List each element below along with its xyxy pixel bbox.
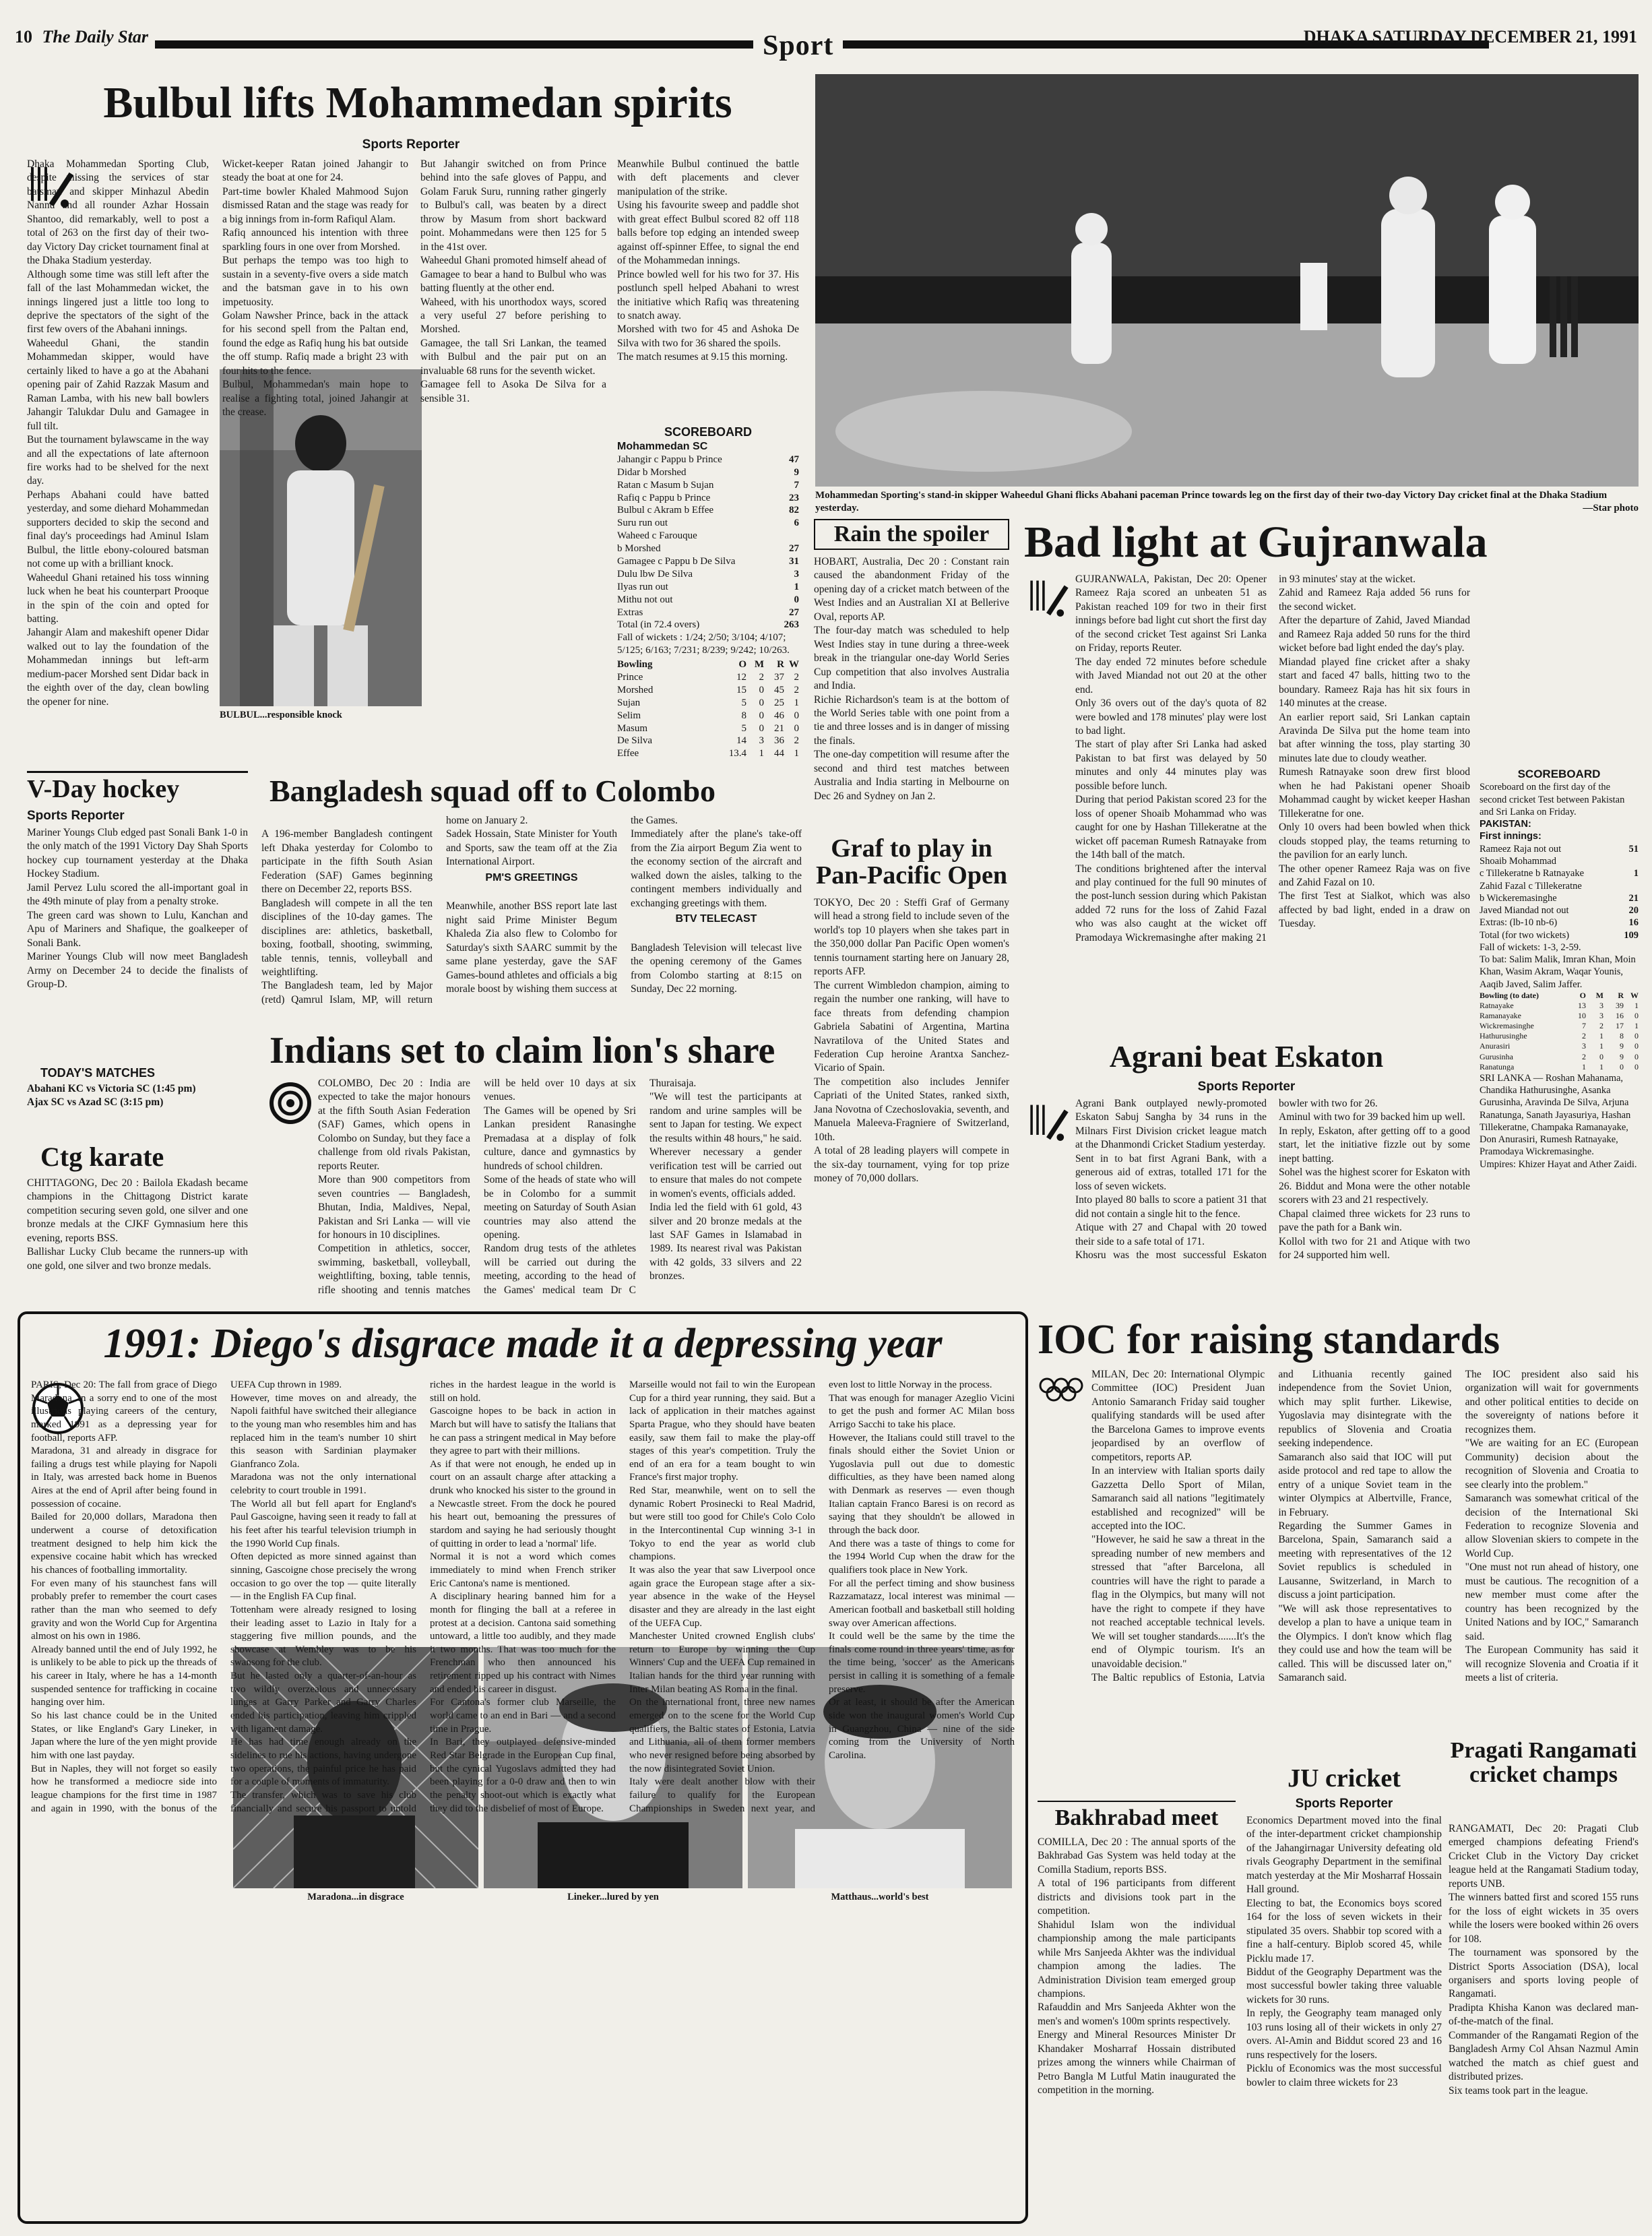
batting-row	[617, 479, 799, 492]
vday-headline: V-Day hockey	[27, 775, 180, 803]
bowling-cell: 0	[759, 697, 764, 708]
agrani-headline: Agrani beat Eskaton	[1109, 1039, 1384, 1074]
olympic-rings-icon	[1038, 1373, 1085, 1407]
bowling-cell: 1	[1634, 1001, 1639, 1011]
bowling-cell: 3	[1599, 1001, 1603, 1011]
graf-headline: Graf to play in Pan-Pacific Open	[816, 834, 1007, 890]
scoreboard2-bowling	[1480, 991, 1639, 1072]
vday-byline: Sports Reporter	[27, 809, 125, 823]
rain-headline-box	[814, 519, 1009, 550]
section-title: Sport	[753, 30, 843, 62]
bowling-cell: 15	[736, 684, 746, 695]
batsman-runs: 20	[1628, 905, 1639, 917]
batting-row	[1480, 855, 1639, 867]
diego-headline: 1991: Diego's disgrace made it a depressing year	[103, 1321, 943, 1367]
batting-row	[1480, 892, 1639, 904]
batting-row	[617, 517, 799, 530]
pragati-headline: Pragati Rangamati cricket champs	[1450, 1738, 1637, 1787]
bowling-cell: 2	[794, 735, 799, 747]
batting-row	[1480, 929, 1639, 941]
bowling-cell: Prince	[617, 671, 643, 683]
batsman-name: Jahangir c Pappu b Prince	[617, 454, 722, 465]
batsman-name: Dulu lbw De Silva	[617, 568, 693, 580]
bowling-cell: 0	[1634, 1041, 1639, 1051]
dateline: DHAKA SATURDAY DECEMBER 21, 1991	[1303, 27, 1637, 46]
batsman-runs: 0	[794, 594, 799, 605]
indians-headline: Indians set to claim lion's share	[269, 1030, 775, 1072]
bowling-row	[1480, 1031, 1639, 1041]
bowling-row	[617, 684, 799, 697]
ioc-body: MILAN, Dec 20: International Olympic Committee (IOC) President Juan Antonio Samaranch Friday said tougher qualifying standards will be used after the Barcelona Games to improve events jeopardised by an overflow of competitors, reports AP. In an interview with Italian sports daily Gazzetta Dello Sport of Milan, Samaranch said all nations "legitimately established and recognized" will be accepted into the IOC. "However, he said he saw a threat in the spreading number of new members and stressed that "after Barcelona, all countries will have the right to parade a flag in the Olympics, but many will not have the right to compete if they have not reached acceptable technical levels. We will set tougher standards.......It's the end of Olympic tourism. It's an unavoidable decision." The Baltic republics of Estonia, Latvia and Lithuania recently gained independence from the Soviet Union, which may split further. Likewise, Yugoslavia may disintegrate with the republics of Slovenia and Croatia seeking independence. Samaranch also said that IOC will put aside protocol and red tape to allow the entry of a unique Soviet team in the winter Olympics at Albertville, France, in February. Regarding the Summer Games in Barcelona, Spain, Samaranch said a meeting with representatives of the 12 Soviet republics is scheduled in Lausanne, Switzerland, in March to discuss a joint participation. "We will ask those representatives to develop a plan to have a unique team in the Olympics. I don't know which flag they could use and how the team will be called. This will be discussed later on," Samaranch said. The IOC president also said his organization will wait for governments and other political entities to decide on the sovereignty of nations before it recognizes them. "We are waiting for an EC (European Community) decision about the recognition of Slovenia and Croatia to see clearly into the problem." Samaranch was somewhat critical of the decision of the International Ski Federation to recognize Slovenia and allow Slovenian skiers to compete in the World Cup. "One must not run ahead of history, one must be cautious. The recognition of a new member must come after the country has been recognized by the United Nations and by IOC," Samaranch said. The European Community has said it will recognize Slovenia and Croatia if it meets a list of criteria.	[1091, 1369, 1639, 1683]
bowling-row	[1480, 1062, 1639, 1072]
batting-row	[1480, 867, 1639, 879]
agrani-byline: Sports Reporter	[1197, 1080, 1296, 1094]
vday-today-head: TODAY'S MATCHES	[40, 1066, 155, 1080]
bowling-row	[617, 697, 799, 710]
karate-headline: Ctg karate	[40, 1142, 164, 1172]
ju-byline: Sports Reporter	[1295, 1797, 1393, 1811]
bowling-cell: W	[1630, 990, 1639, 1000]
batsman-name: Extras	[617, 607, 643, 618]
bowling-cell: 46	[774, 710, 784, 721]
batsman-name: Mithu not out	[617, 594, 673, 605]
bowling-row	[617, 671, 799, 684]
batsman-runs: 31	[789, 555, 799, 567]
batting-row	[1480, 843, 1639, 855]
lineker-caption: Lineker...lured by yen	[567, 1892, 659, 1902]
ju-body: Economics Department moved into the final of the inter-department cricket championship of the Jahangirnagar University defeating old rivals Geography Department in the semifinal match yesterday at the Mir Mosharraf Hossain Hall ground. Electing to bat, the Economics boys scored 164 for the loss of seven wickets in their stipulated 35 overs. Shabbir top scored with a fine a half-century. Biplob scored 45, while Picklu made 17. Biddut of the Geography Department was the most successful bowler taking three valuable wickets for 30 runs. In reply, the Geography team managed only 103 runs losing all of their wickets in only 27 overs. Al-Amin and Biddut scored 23 and 16 runs respectively for the losers. Picklu of Economics was the most successful bowler to claim three wickets for 23	[1246, 1815, 1442, 2088]
batsman-name: Didar b Morshed	[617, 466, 687, 478]
bowling-cell: 0	[759, 722, 764, 734]
bowling-cell: Hathurusinghe	[1480, 1031, 1527, 1041]
bowling-cell: Selim	[617, 710, 641, 721]
bowling-cell: 5	[741, 722, 746, 734]
bowling-cell: 10	[1578, 1011, 1586, 1021]
paper-name: The Daily Star	[42, 27, 148, 46]
batsman-name: b Morshed	[617, 543, 661, 555]
scoreboard-bowling	[617, 658, 799, 760]
bowling-cell: 7	[1582, 1021, 1586, 1031]
bulbul-photo-caption: BULBUL...responsible knock	[220, 710, 342, 720]
batsman-name: c Tillekeratne b Ratnayake	[1480, 868, 1585, 879]
batsman-name: Total (in 72.4 overs)	[617, 619, 700, 631]
ju-headline: JU cricket	[1288, 1764, 1401, 1793]
bowling-cell: Bowling (to date)	[1480, 990, 1539, 1000]
scoreboard2-title: SCOREBOARD	[1517, 768, 1601, 780]
bakhrabad-rule	[1038, 1801, 1236, 1802]
scoreboard2-batting	[1480, 843, 1639, 941]
bowling-header	[617, 658, 799, 671]
bowling-cell: 1	[759, 748, 764, 759]
bowling-cell: 2	[1582, 1051, 1586, 1061]
bowling-cell: 44	[774, 748, 784, 759]
batting-row	[617, 607, 799, 619]
batsman-name: Suru run out	[617, 518, 668, 529]
bowling-header	[1480, 991, 1639, 1001]
bowling-cell: M	[754, 659, 764, 671]
bowling-row	[617, 722, 799, 735]
batsman-runs: 263	[784, 619, 799, 631]
batsman-runs: 1	[794, 581, 799, 592]
batsman-name: b Wickeremasinghe	[1480, 892, 1557, 904]
batsman-runs: 27	[789, 607, 799, 618]
bowling-cell: Bowling	[617, 659, 653, 671]
bakhrabad-body: COMILLA, Dec 20 : The annual sports of the Bakhrabad Gas System was held today at the Comilla Stadium, reports BSS. A total of 196 participants from different districts and divisions took part in the competition. Shahidul Islam won the individual championship among the male participants while Mrs Sanjeeda Akhter was the individual champion among the ladies. The Administration Division team emerged group champions. Rafauddin and Mrs Sanjeeda Akhter won the men's and women's 100m sprints respectively. Energy and Mineral Resources Minister Dr Khandaker Mosharraf Hossain distributed prizes among the winners while Chairman of Petro Bangla M Lutful Matin inaugurated the competition in the morning.	[1038, 1836, 1236, 2097]
batsman-runs: 6	[794, 518, 799, 529]
batsman-runs: 51	[1628, 843, 1639, 855]
bowling-cell: 45	[774, 684, 784, 695]
diego-body: PARIS, Dec 20: The fall from grace of Diego Maradona, in a sorry end to one of the most illustrious playing careers of the century, marked 1991 as a depressing year for football, reports AFP. Maradona, 31 and already in disgrace for failing a drugs test while playing for Napoli in Italy, was arrested back home in Buenos Aires at the end of April after being found in possession of cocaine. Bailed for 20,000 dollars, Maradona then underwent a course of detoxification treatment designed to help him kick the expensive cocaine habit which has wrecked his chances of footballing immortality. For even many of his staunchest fans will probably prefer to remember the court cases rather than the man who seemed to defy gravity and won the World Cup for Argentina almost on his own in 1986. Already banned until the end of July 1992, he is unlikely to be able to pick up the threads of his career in Italy, where he has a 14-month suspended sentence for trafficking in cocaine hanging over him. So his last chance could be in the United States, or like England's Gary Lineker, in Japan where the lure of the yen might provide him with one last payday. But in Naples, they will not forget so easily how he transformed a mediocre side into league champions for the first time in 1987 and again in 1990, with the bonus of the UEFA Cup thrown in 1989. However, time moves on and already, the Napoli faithful have switched their allegiance to the young man who resembles him and has replaced him in the team's number 10 shirt this season with Sardinian playmaker Gianfranco Zola. Maradona was not the only international celebrity to court trouble in 1991. The World all but fell apart for England's Paul Gascoigne, having seen it ready to fall at his feet after his tearful television triumph in the 1990 World Cup finals. Often depicted as more sinned against than sinning, Gascoigne chose precisely the wrong occasion to go over the top — quite literally — in the English FA Cup final. Tottenham were already resigned to losing their leading asset to Lazio in Italy for a staggering five million pounds, and the showcase at Wembley was to be his swansong for the club. But he lasted only a quarter-of-an-hour as two wildly overzealous and unnecessary lunges at Garry Parker and Garry Charles ended his participation, leaving him crippled with ligament damage. He has had time enough already on the sidelines to rue his actions, having undergone two operations, the painful price he has paid for a couple of moments of immaturity. The transfer, which was to save his club financially and secure his passport to untold riches in the hardest league in the world is still on hold. Gascoigne hopes to be back in action in March but will have to satisfy the Italians that he can pass a stringent medical in May before they agree to part with their millions. As if that were not enough, he ended up in court on an assault charge after attacking a drunk who knocked his sister to the ground in a Newcastle street. From the dock he poured his heart out, bemoaning the pressures of stardom and saying he had seriously thought of quitting in order to lead a 'normal' life. Normal it is not a word which comes immediately to mind when French striker Eric Cantona's name is mentioned. A disciplinary hearing banned him for a month for flinging the ball at a referee in protest at a decision. Cantona said something untoward, a little too audibly, and they made it two months. That was too much for the Frenchman who then announced his retirement ripped up his contract with Nimes and ended his career in disgust. For Cantona's former club Marseille, the world came to an end in Bari — and a second time in Prague. In Bari, they outplayed defensive-minded Red Star Belgrade in the European Cup final, but the cynical Yugoslavs admitted they had been playing for a 0-0 draw and then to win the penalty shoot-out which is exactly what they did to the disbelief of most of Europe. Marseille would not fail to win the European Cup for a third year running, they said. But a lack of application in their matches against Sparta Prague, who they should have beaten easily, saw them fail to make the play-off stages of this year's competition. Truly the end of an era for a team bought to win France's first major trophy. Red Star, meanwhile, went on to sell the dynamic Robert Prosinecki to Real Madrid, but were still too good for Chile's Colo Colo in the Intercontinental Cup winning 3-1 in Tokyo to end the year as world club champions. It was also the year that saw Liverpool once again grace the European stage after a six-year absence in the wake of the Heysel disaster and they are already in the last eight of the UEFA Cup. Manchester United crowned English clubs' return to Europe by winning the Cup Winners' Cup and the UEFA Cup remained in Italian hands for the third year running with Inter Milan beating AS Roma in the final. On the international front, three new names emerged on to the scene for the World Cup qualifiers, the Baltic states of Estonia, Latvia and Lithuania, all of them former members who never resigned before being absorbed by the now disintegrated Soviet Union. Italy were dealt another blow with their failure to qualify for the European Championships in Sweden next year, and even lost to little Norway in the process. That was enough for manager Azeglio Vicini to get the push and former AC Milan boss Arrigo Sacchi to take his place. However, the Italians could still travel to the finals should either the Soviet Union or Yugoslavia pull out due to domestic difficulties, as they have been named along with Denmark as reserves — even though Italian captain Franco Baresi is on record as saying that they shouldn't be allowed in through the back door. And there was a taste of things to come for the 1994 World Cup when the draw for the qualifiers took place in New York. For all the perfect timing and show business Razzamatazz, local interest was minimal — American football and basketball still holding sway over American affections. It could well be the same by the time the finals come round in three years' time, as for the time being, 'soccer' as the Americans persist in calling it is something of a female preserve. Or at least, it should be after the American side won the inaugural women's World Cup in Guangzhou, China — nine of the side coming from the University of North Carolina.	[31, 1379, 1015, 1814]
batsman-runs: 27	[789, 543, 799, 555]
bowling-cell: 0	[794, 722, 799, 734]
batsman-name: Total (for two wickets)	[1480, 929, 1570, 941]
batting-row	[1480, 880, 1639, 892]
bowling-cell: 12	[736, 671, 746, 683]
graf-body: TOKYO, Dec 20 : Steffi Graf of Germany will head a strong field to include seven of the world's top 10 players when she takes part in the 350,000 dollar Pan Pacific Open women's tennis tournament starting here on January 28, reports AFP. The current Wimbledon champion, aiming to regain the number one ranking, will have to face threats from defending champion Gabriela Sabatini of Argentina, Martina Navratilova of the United States and Federation Cup heroine Arantxa Sanchez-Vicario of Spain. The competition also includes Jennifer Capriati of the United States, ranked sixth, Jana Novotna of Czechoslovakia, seventh, and Manuela Maleeva-Fragniere of Switzerland, 10th. A total of 28 leading players will compete in the six-day tournament, vying for top prize money of 70,000 dollars.	[814, 897, 1009, 1185]
bowling-cell: De Silva	[617, 735, 653, 747]
bowling-cell: Sujan	[617, 697, 641, 708]
bowling-cell: Ramanayake	[1480, 1011, 1521, 1021]
bowling-cell: 2	[1582, 1031, 1586, 1041]
pragati-body: RANGAMATI, Dec 20: Pragati Club emerged champions defeating Friend's Cricket Club in the Victory Day cricket league held at the Rangamati Stadium today, reports UNB. The winners batted first and scored 155 runs for the loss of eight wickets in 35 overs while the losers were booked within 26 overs for 108. The tournament was sponsored by the District Sports Association (DSA), local organisers and sports loving people of Rangamati. Pradipta Khisha Kanon was declared man-of-the-match of the final. Commander of the Rangamati Region of the Bangladesh Army Col Ahsan Nazmul Amin watched the match as chief guest and distributed prizes. Six teams took part in the league.	[1449, 1823, 1639, 2097]
scoreboard-title: SCOREBOARD	[664, 425, 752, 439]
bowling-cell: Ranatunga	[1480, 1061, 1515, 1072]
bulbul-body-col1: Dhaka Mohammedan Sporting Club, despite missing the services of star batsman and skipper Minhazul Abedin Nannu and all rounder Azhar Hossain Shantoo, did remarkably, well to post a total of 263 on the first day of their two-day Victory Day cricket tournament final at the Dhaka Stadium yesterday. Although some time was still left after the fall of the last Mohammedan wicket, the innings lingered just a little too long to deprive the spectators of the sight of the first few overs of the Abahani innings. Waheedul Ghani, the standin Mohammedan skipper, would have certainly liked to have a go at the Abahani opening pair of Zahid Razzak Masum and Raman Lamba, with his new ball bowlers Jahangir Talukdar Dulu and Gamagee in full tilt. But the tournament bylawscame in the way and all the expectations of late afternoon fire works had to be shelved for the next day. Perhaps Abahani could have batted yesterday, and some diehard Mohammedan supporters decided to skip the second and final day's proceedings had Aminul Islam Bulbul, the little ebony-coloured batsman not come up with a brilliant knock. Waheedul Ghani retained his toss winning luck when he beat his counterpart Prooque in the spin of the coin and opted for batting. Jahangir Alam and makeshift opener Didar walked out to lay the foundation of the Mohammedan innings but left-arm medium-pacer Morshed sent Didar back in the eighth over of the day, clean bowling the opener for nine.	[27, 158, 209, 708]
batsman-runs: 16	[1628, 917, 1639, 929]
bowling-cell: 1	[1599, 1031, 1603, 1041]
bowling-row	[1480, 1021, 1639, 1031]
batsman-runs: 82	[789, 505, 799, 516]
batsman-name: Extras: (lb-10 nb-6)	[1480, 917, 1558, 929]
scoreboard-batting	[617, 454, 799, 631]
bowling-cell: 1	[1634, 1021, 1639, 1031]
batsman-runs: 21	[1628, 892, 1639, 904]
bowling-cell: 1	[794, 697, 799, 708]
bowling-cell: R	[1618, 990, 1624, 1000]
batsman-name: Ratan c Masum b Sujan	[617, 479, 714, 491]
bowling-cell: 5	[741, 697, 746, 708]
scoreboard2-innings: First innings:	[1480, 831, 1542, 842]
bowling-cell: 37	[774, 671, 784, 683]
batting-row	[617, 594, 799, 607]
batting-row	[617, 542, 799, 555]
bowling-cell: 0	[1634, 1051, 1639, 1061]
bowling-row	[1480, 1052, 1639, 1062]
batting-row	[617, 619, 799, 631]
bowling-cell: R	[777, 659, 784, 671]
scoreboard2-umpires: Umpires: Khizer Hayat and Ather Zaidi.	[1480, 1158, 1637, 1170]
bowling-cell: 3	[1599, 1011, 1603, 1021]
scoreboard2-intro: Scoreboard on the first day of the second cricket Test between Pakistan and Sri Lanka on Friday.	[1480, 782, 1625, 817]
batsman-runs: 7	[794, 479, 799, 491]
main-photo-caption	[815, 489, 1639, 515]
batsman-name: Bulbul c Akram b Effee	[617, 505, 714, 516]
scoreboard2-fow: Fall of wickets: 1-3, 2-59.	[1480, 941, 1581, 953]
batsman-runs: 47	[789, 454, 799, 465]
batting-row	[617, 555, 799, 568]
bowling-cell: 0	[794, 710, 799, 721]
batsman-runs: 3	[794, 568, 799, 580]
bowling-cell: 2	[794, 671, 799, 683]
bowling-cell: M	[1595, 990, 1603, 1000]
scoreboard-pakistan	[1480, 767, 1639, 1171]
bowling-cell: 0	[1620, 1061, 1624, 1072]
batsman-name: Ilyas run out	[617, 581, 668, 592]
batsman-name: Rameez Raja not out	[1480, 843, 1562, 855]
bowling-row	[617, 735, 799, 747]
cricket-logo-icon	[1027, 578, 1070, 621]
main-photo-credit: —Star photo	[1583, 503, 1639, 514]
bowling-cell: 1	[1582, 1061, 1586, 1072]
bowling-row	[1480, 1001, 1639, 1011]
cricket-logo-icon	[1027, 1103, 1070, 1146]
bowling-cell: 2	[1599, 1021, 1603, 1031]
colombo-sub-pm: PM'S GREETINGS	[485, 871, 578, 883]
scoreboard2-srilanka: SRI LANKA — Roshan Mahanama, Chandika Hathurusinghe, Asanka Gurusinha, Aravinda De Silva, Arjuna Ranatunga, Sanath Jayasuriya, Hashan Tillekeratne, Champaka Ramanayake, Don Anurasiri, Rumesh Ratnayake, Pramodaya Wickremasinghe.	[1480, 1072, 1631, 1158]
scoreboard-mohammedan	[617, 425, 799, 760]
vday-today: Abahani KC vs Victoria SC (1:45 pm) Ajax SC vs Azad SC (3:15 pm)	[27, 1083, 196, 1109]
bowling-cell: 8	[741, 710, 746, 721]
bowling-cell: 0	[759, 684, 764, 695]
batsman-name: Rafiq c Pappu b Prince	[617, 492, 711, 503]
batsman-name: Zahid Fazal c Tillekeratne	[1480, 880, 1582, 892]
ioc-headline: IOC for raising standards	[1038, 1317, 1500, 1363]
bowling-cell: 3	[759, 735, 764, 747]
matthaus-caption: Matthaus...world's best	[831, 1892, 929, 1902]
colombo-body	[261, 814, 802, 1036]
page-number: 10	[15, 27, 32, 46]
scoreboard-team: Mohammedan SC	[617, 440, 708, 452]
scoreboard-fow: Fall of wickets : 1/24; 2/50; 3/104; 4/107; 5/125; 6/163; 7/231; 8/239; 9/242; 10/263.	[617, 632, 790, 656]
bowling-cell: 0	[1634, 1011, 1639, 1021]
batting-row	[617, 530, 799, 542]
bowling-cell: 9	[1620, 1041, 1624, 1051]
vday-rule	[27, 771, 248, 773]
batsman-name: Shoaib Mohammad	[1480, 856, 1556, 867]
batting-row	[617, 492, 799, 505]
batsman-runs: 9	[794, 466, 799, 478]
bowling-cell: 13.4	[728, 748, 746, 759]
bowling-row	[617, 710, 799, 722]
colombo-body-text: A 196-member Bangladesh contingent left Dhaka yesterday for Colombo to participate in the fifth South Asian Federation (SAF) Games beginning there on December 22, reports BSS. Bangladesh will compete in all the ten disciplines of the 10-day games. The disciplines are: athletics, basketball, boxing, football, shooting, swimming, table tennis, tennis, volleyball and weightlifting. The Bangladesh team, led by Major (retd) Qamrul Islam, MP, will return home on January 2. Sadek Hossain, State Minister for Youth and Sports, saw the team off at the Zia International Airport.	[261, 815, 617, 1005]
rain-headline: Rain the spoiler	[833, 522, 990, 547]
batting-row	[617, 454, 799, 466]
badlight-body: GUJRANWALA, Pakistan, Dec 20: Opener Rameez Raja scored an unbeaten 51 as Pakistan reached 109 for two in their first innings before bad light cut short the first day of the second cricket Test against Sri Lanka on Friday, reports Reuter. The day ended 72 minutes before schedule with Javed Miandad not out 20 at the other end. Only 36 overs out of the day's quota of 82 were bowled and 178 minutes' play were lost to bad light. The start of play after Sri Lanka had asked Pakistan to bat first was delayed by 50 minutes and only 44 minutes play was possible before lunch. During that period Pakistan scored 23 for the loss of opener Shoaib Mohammad who was caught for one by Hashan Tillekeratne at the wicket off paceman Rumesh Ratnayake from the 14th ball of the match. The conditions brightened after the interval and play continued for the full 90 minutes of the post-lunch session during which Pakistan added 72 runs for the loss of Zahid Fazal who was also caught at the wicket off Pramodaya Wickremasinghe after making 21 in 93 minutes' stay at the wicket. Zahid and Rameez Raja added 56 runs for the second wicket. After the departure of Zahid, Javed Miandad and Rameez Raja added 50 runs for the third wicket before bad light ended the day's play. Miandad played fine cricket after a shaky start and faced 47 balls, hitting two to the boundary. Rameez Raja has hit six fours in 140 minutes at the crease. An earlier report said, Sri Lankan captain Aravinda De Silva put the home team into bat after winning the toss, play starting 30 minutes late due to cloudy weather. Rumesh Ratnayake soon drew first blood when he had Pakistani opener Shoaib Mohammad caught by wicket keeper Hashan Tillekeratne for one. Only 10 overs had been bowled when thick clouds stopped play, the teams returning to the pavilion for an early lunch. The other opener Rameez Raja was on five and Zahid Fazal on 10. The first Test at Sialkot, which was also affected by bad light, ended in a draw on Tuesday.	[1075, 573, 1470, 943]
bakhrabad-headline: Bakhrabad meet	[1054, 1805, 1219, 1830]
bowling-cell: 0	[1599, 1051, 1603, 1061]
bowling-row	[1480, 1041, 1639, 1051]
agrani-body: Agrani Bank outplayed newly-promoted Eskaton Sabuj Sangha by 34 runs in the Milnars First Division cricket league match at the Dhanmondi Cricket Stadium yesterday. Sent in to bat first Agrani Bank, with a generous aid of extras, totalled 171 for the loss of seven wickets. Into played 80 balls to score a patient 31 that did not contain a single hit to the fence. Atique with 27 and Chapal with 20 towed their side to a safe total of 171. Khosru was the most successful Eskaton bowler with two for 26. Aminul with two for 39 backed him up well. In reply, Eskaton, after getting off to a good start, let the initiative fizzle out by some inept batting. Sohel was the highest scorer for Eskaton with 26. Biddut and Mona were the other notable scorers with 23 and 21 respectively. Chapal claimed three wickets for 23 runs to pave the path for a Bank win. Kollol with two for 21 and Atique with two for 24 supported him well.	[1075, 1098, 1470, 1261]
batsman-runs: 23	[789, 492, 799, 503]
colombo-headline: Bangladesh squad off to Colombo	[269, 774, 716, 808]
batsman-runs: 1	[1633, 868, 1639, 879]
bowling-cell: 14	[736, 735, 746, 747]
bulbul-byline: Sports Reporter	[362, 137, 460, 152]
batsman-name: Waheed c Farouque	[617, 530, 697, 542]
bulbul-body-col3: Meanwhile Bulbul continued the battle with deft placements and clever manipulation of the strike. Using his favourite sweep and paddle shot with great effect Bulbul scored 82 off 118 balls before top edging an intended sweep against off-spinner Effee, to signal the end of the Mohammedan innings. Prince bowled well for his two for 37. His postlunch spell helped Abahani to wrest the initiative which Rafiq was threatening to snatch away. Morshed with two for 45 and Ashoka De Silva with two for 36 shared the spoils. The match resumes at 9.15 this morning.	[617, 158, 799, 363]
badlight-headline: Bad light at Gujranwala	[1024, 518, 1488, 567]
batting-row	[617, 466, 799, 479]
batsman-name: Gamagee c Pappu b De Silva	[617, 555, 736, 567]
bowling-cell: Anurasiri	[1480, 1041, 1511, 1051]
bowling-cell: 36	[774, 735, 784, 747]
main-cricket-photo	[815, 74, 1639, 487]
batting-row	[617, 504, 799, 517]
bowling-row	[617, 747, 799, 760]
bowling-cell: 3	[1582, 1041, 1586, 1051]
maradona-caption: Maradona...in disgrace	[307, 1892, 404, 1902]
batting-row	[1480, 917, 1639, 929]
karate-body: CHITTAGONG, Dec 20 : Bailola Ekadash became champions in the Chittagong District karate competition securing seven gold, one silver and one bronze medals at the CJKF Gymnasium here this evening, reports BSS. Ballishar Lucky Club became the runners-up with one gold, one silver and two bronze medals.	[27, 1177, 248, 1272]
bowling-cell: 0	[1634, 1031, 1639, 1041]
vday-body: Mariner Youngs Club edged past Sonali Bank 1-0 in the only match of the 1991 Victory Day Shah Sports hockey cup tournament yesterday at the Dhaka Hockey Stadium. Jamil Pervez Lulu scored the all-important goal in the 49th minute of play from a penalty stroke. The green card was shown to Lulu, Kanchan and Apu of Mariners and Shafique, the goalkeeper of Sonali Bank. Mariner Youngs Club will now meet Bangladesh Army on December 24 to decide the finalists of Group-D.	[27, 827, 248, 990]
batting-row	[617, 581, 799, 594]
bowling-cell: Gurusinha	[1480, 1051, 1513, 1061]
bowling-cell: O	[1579, 990, 1586, 1000]
bowling-cell: 16	[1616, 1011, 1624, 1021]
bowling-cell: 2	[794, 684, 799, 695]
colombo-body3: Bangladesh Television will telecast live the opening ceremony of the Games from Colombo starting at 8:15 on Sunday, Dec 22 morning.	[631, 941, 802, 995]
bowling-cell: Masum	[617, 722, 647, 734]
bowling-cell: 25	[774, 697, 784, 708]
batting-row	[617, 568, 799, 581]
bowling-cell: 1	[1599, 1041, 1603, 1051]
scoreboard2-tobat: To bat: Salim Malik, Imran Khan, Moin Khan, Wasim Akram, Waqar Younis, Aaqib Javed, Salim Jaffer.	[1480, 954, 1636, 990]
colombo-sub-btv: BTV TELECAST	[675, 913, 757, 925]
rain-body: HOBART, Australia, Dec 20 : Constant rain caused the abandonment Friday of the opening day of a cricket match between of the West Indies and an Australian XI at Bellerive Oval, reports AP. The four-day match was scheduled to help West Indies stay in tune during a three-week break in the triangular one-day World Series Cup competition that also involves Australia and India. Richie Richardson's team is at the bottom of the World Series table with one point from a tie and three losses and is in danger of missing the finals. The one-day competition will resume after the second and third test matches between Australia and India starting in Melbourne on Dec 26 and Sydney on Jan 2.	[814, 556, 1009, 802]
main-photo-caption-text: Mohammedan Sporting's stand-in skipper Waheedul Ghani flicks Abahani paceman Prince towards leg on the first day of their two-day Victory Day cricket final at the Dhaka Stadium yesterday.	[815, 490, 1608, 514]
indians-logo-icon	[268, 1081, 313, 1125]
bowling-cell: 17	[1616, 1021, 1624, 1031]
bowling-cell: Morshed	[617, 684, 654, 695]
bowling-cell: 8	[1620, 1031, 1624, 1041]
bowling-cell: 13	[1578, 1001, 1586, 1011]
bowling-cell: 39	[1616, 1001, 1624, 1011]
bowling-cell: Ratnayake	[1480, 1001, 1514, 1011]
bowling-cell: 2	[759, 671, 764, 683]
indians-body: COLOMBO, Dec 20 : India are expected to take the major honours at the fifth South Asian Federation (SAF) Games, which opens in Colombo on Sunday, but they face a challenge from old rivals Pakistan, reports Reuter. More than 900 competitors from seven countries — Bangladesh, Bhutan, India, Maldives, Nepal, Pakistan and Sri Lanka — will vie for honours in 10 disciplines. Competition in athletics, soccer, swimming, basketball, volleyball, weightlifting, boxing, table tennis, rifle shooting and tennis matches will be held over 10 days at six venues. The Games will be opened by Sri Lankan president Ranasinghe Premadasa at a display of folk culture, dance and gymnastics by hundreds of school children. Some of the heads of state who will be in Colombo for a summit meeting on Saturday of South Asian countries may also attend the opening. Random drug tests of the athletes will be carried out during the meeting, according to the head of the Games' medical team Dr C Thuraisaja. "We will test the participants at random and urine samples will be sent to Japan for testing. We expect the results within 48 hours," he said. Wherever necessary a gender verification test will be carried out to ensure that males do not compete in women's events, officials added. India led the field with 61 gold, 43 silver and 20 bronze medals at the last SAF Games in Islamabad in 1989. Its nearest rival was Pakistan with 42 golds, 33 silvers and 22 bronzes.	[318, 1078, 802, 1296]
batting-row	[1480, 904, 1639, 917]
bulbul-body-col2: Wicket-keeper Ratan joined Jahangir to steady the boat at one for 24. Part-time bowler Khaled Mahmood Sujon dismissed Ratan and the stage was ready for a big innings from in-form Rafiqul Alam. Rafiq announced his intention with three sparkling fours in one over from Morshed. But perhaps the tempo was too high to sustain in a seventy-five overs a side match and the batsman gave in to his own impetuosity. Golam Nawsher Prince, back in the attack for his second spell from the Paltan end, found the edge as Rafiq hung his bat outside the off stump. Rafiq made a bright 23 with four hits to the fence. Bulbul, Mohammedan's main hope to realise a fighting total, joined Jahangir at the crease. But Jahangir switched on from Prince behind into the safe gloves of Pappu, and Golam Faruk Suru, running rather gingerly to Bulbul's call, was beaten by a direct throw by Masum from short backward point. Mohammedans were then 125 for 5 in the 41st over. Waheedul Ghani promoted himself ahead of Gamagee to bear a hand to Bulbul who was batting fluently at the other end. Waheed, with his unorthodox ways, scored a very useful 27 before perishing to Morshed. Gamagee, the tall Sri Lankan, the teamed with Bulbul and the pair put on an invaluable 68 runs for the seventh wicket. Gamagee fell to Asoka De Silva for a sensible 31.	[222, 158, 606, 418]
bowling-cell: 21	[774, 722, 784, 734]
bowling-cell: 0	[1634, 1061, 1639, 1072]
bowling-cell: Wickremasinghe	[1480, 1021, 1534, 1031]
bowling-row	[1480, 1011, 1639, 1021]
batsman-name: Javed Miandad not out	[1480, 905, 1569, 917]
bowling-cell: O	[738, 659, 746, 671]
bowling-cell: 1	[1599, 1061, 1603, 1072]
bowling-cell: 0	[759, 710, 764, 721]
bowling-cell: 1	[794, 748, 799, 759]
bowling-cell: 9	[1620, 1051, 1624, 1061]
bowling-cell: W	[789, 659, 799, 671]
scoreboard2-team: PAKISTAN:	[1480, 819, 1531, 830]
batsman-runs: 109	[1624, 929, 1639, 941]
bowling-cell: Effee	[617, 748, 639, 759]
colombo-body2: Meanwhile, another BSS report late last night said Prime Minister Begum Khaleda Zia also flew to Colombo for Saturday's sixth SAARC summit by the same plane yesterday, gave the SAF Games-bound athletes and officials a big morale boost by wishing them success at the Games. Immediately after the plane's take-off from the Zia airport Begum Zia went to the economy section of the aircraft and walked down the aisles, talking to the contingent members individually and exchanging greetings with them.	[446, 815, 802, 995]
bulbul-headline: Bulbul lifts Mohammedan spirits	[103, 78, 732, 127]
